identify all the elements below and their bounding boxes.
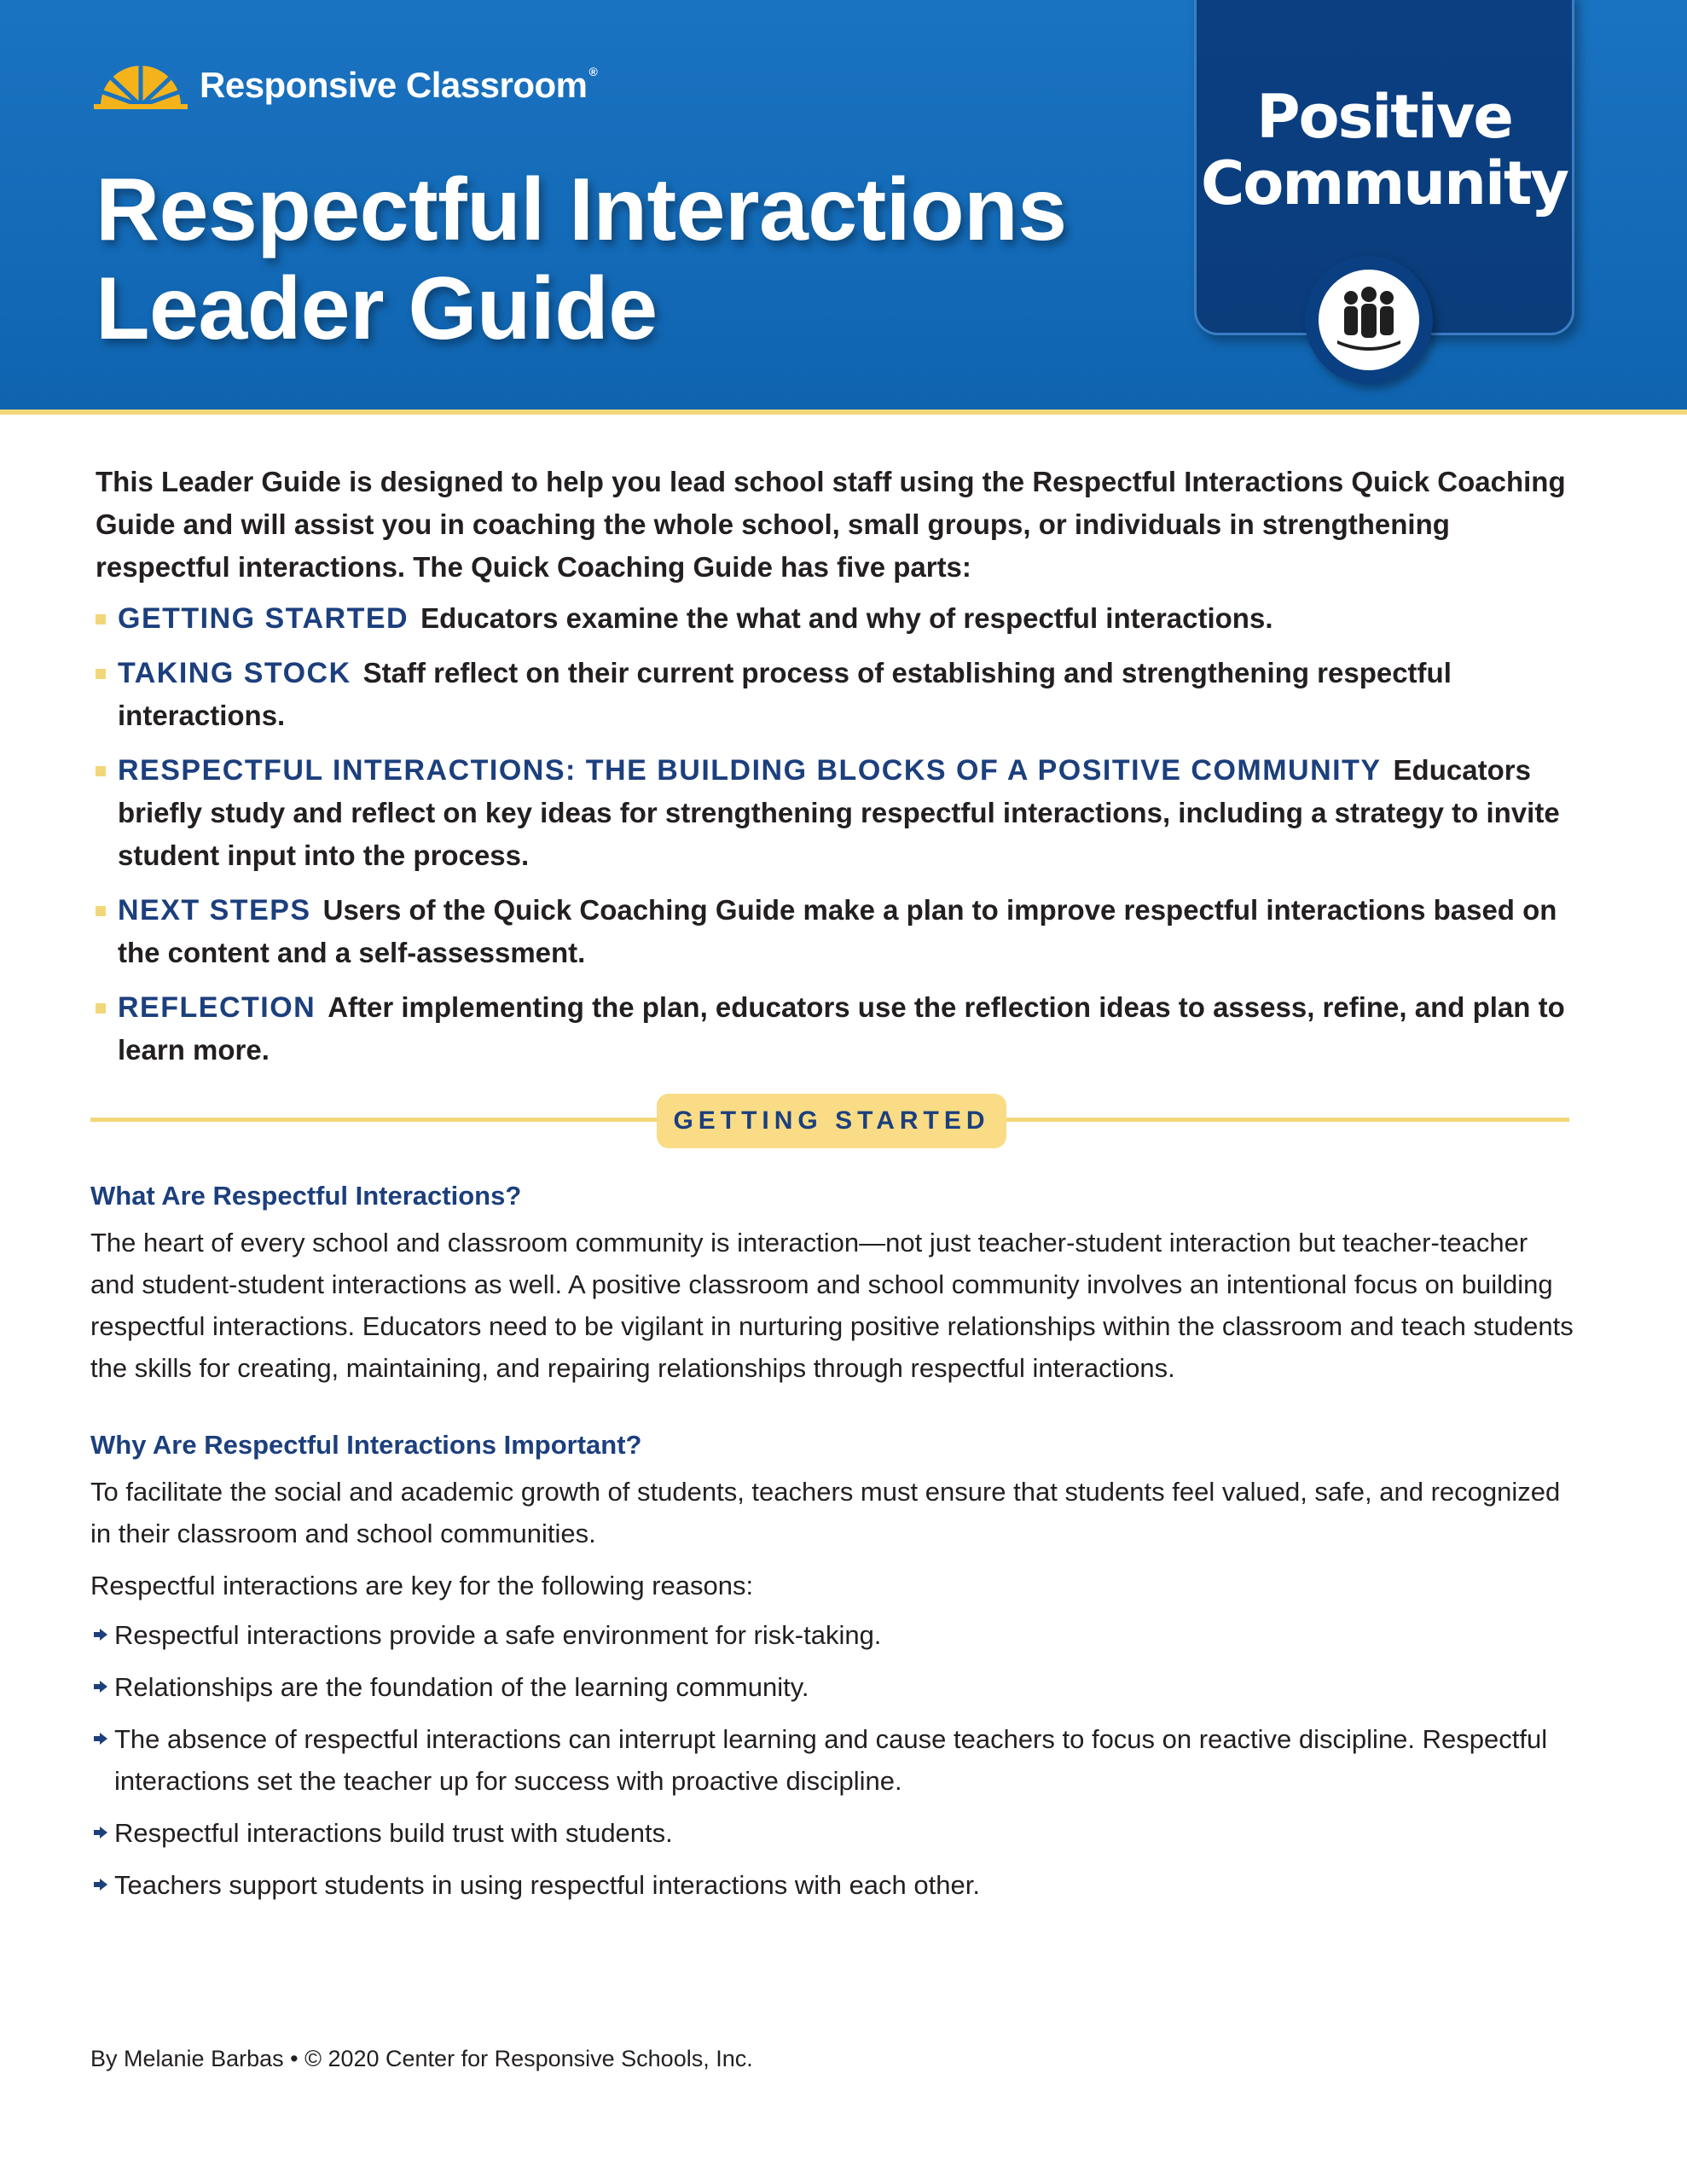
arrow-bullet-icon — [94, 1732, 107, 1745]
arrow-bullet-icon — [94, 1878, 107, 1891]
sun-logo-icon — [94, 61, 188, 109]
page-header — [0, 0, 1687, 415]
paragraph-what: The heart of every school and classroom community is interaction—not just teacher-student interaction but teacher-teacher and student-student interactions as well. A positive classroom and school community involves an intentional focus on building respectful interactions. Educators need to be vigilant in nurturing positive relationships within the classroom and teach students the skills for creating, maintaining, and repairing relationships through respectful interactions. — [90, 1228, 1574, 1383]
arrow-bullet-icon — [94, 1680, 107, 1693]
reasons-intro: Respectful interactions are key for the following reasons: — [90, 1571, 754, 1600]
group-of-people-icon — [1330, 286, 1407, 354]
section-label-getting-started: GETTING STARTED — [657, 1094, 1006, 1148]
responsive-classroom-logo — [94, 60, 597, 111]
title-line-1: Respectful Interactions — [96, 160, 1067, 259]
footer-credit: By Melanie Barbas • © 2020 Center for Responsive Schools, Inc. — [90, 2046, 753, 2071]
list-item: Teachers support students in using respectful interactions with each other. — [90, 1864, 1574, 1906]
list-item: The absence of respectful interactions can interrupt learning and cause teachers to focus on reactive discipline. Respectful interactions set the teacher up for success with proactive discipline. — [90, 1718, 1574, 1802]
list-item: RESPECTFUL INTERACTIONS: THE BUILDING BLOCKS OF A POSITIVE COMMUNITY Educators briefly study and reflect on key ideas for strengthening respectful interactions, including a strategy to invite student input into the process. — [96, 749, 1580, 877]
community-badge — [1305, 256, 1433, 384]
arrow-bullet-icon — [94, 1628, 107, 1641]
reasons-list — [90, 1614, 1574, 1916]
list-item: GETTING STARTED Educators examine the what and why of respectful interactions. — [96, 597, 1580, 640]
list-item: REFLECTION After implementing the plan, educators use the reflection ideas to assess, refine, and plan to learn more. — [96, 986, 1580, 1072]
list-item: Respectful interactions build trust with students. — [90, 1812, 1574, 1854]
heading-what-are-respectful-interactions: What Are Respectful Interactions? — [90, 1181, 522, 1211]
page-title — [96, 160, 1067, 358]
list-item: Relationships are the foundation of the learning community. — [90, 1666, 1574, 1708]
guide-parts-list — [96, 597, 1580, 1083]
logo-text: Responsive Classroom ® — [200, 65, 598, 105]
tab-label: Positive Community — [1200, 82, 1568, 218]
paragraph-why: To facilitate the social and academic growth of students, teachers must ensure that students feel valued, safe, and recognized in their classroom and school communities. — [90, 1477, 1561, 1548]
list-item: Respectful interactions provide a safe environment for risk-taking. — [90, 1614, 1574, 1656]
arrow-bullet-icon — [94, 1826, 107, 1839]
intro-paragraph: This Leader Guide is designed to help you lead school staff using the Respectful Interactions Quick Coaching Guide and will assist you in coaching the whole school, small groups, or individuals in strengthening respectful interactions. The Quick Coaching Guide has five parts: — [96, 466, 1566, 583]
list-item: NEXT STEPS Users of the Quick Coaching Guide make a plan to improve respectful interactions based on the content and a self-assessment. — [96, 889, 1580, 974]
title-line-2: Leader Guide — [96, 259, 658, 358]
list-item: TAKING STOCK Staff reflect on their current process of establishing and strengthening respectful interactions. — [96, 652, 1580, 737]
heading-why-important: Why Are Respectful Interactions Important? — [90, 1430, 642, 1460]
